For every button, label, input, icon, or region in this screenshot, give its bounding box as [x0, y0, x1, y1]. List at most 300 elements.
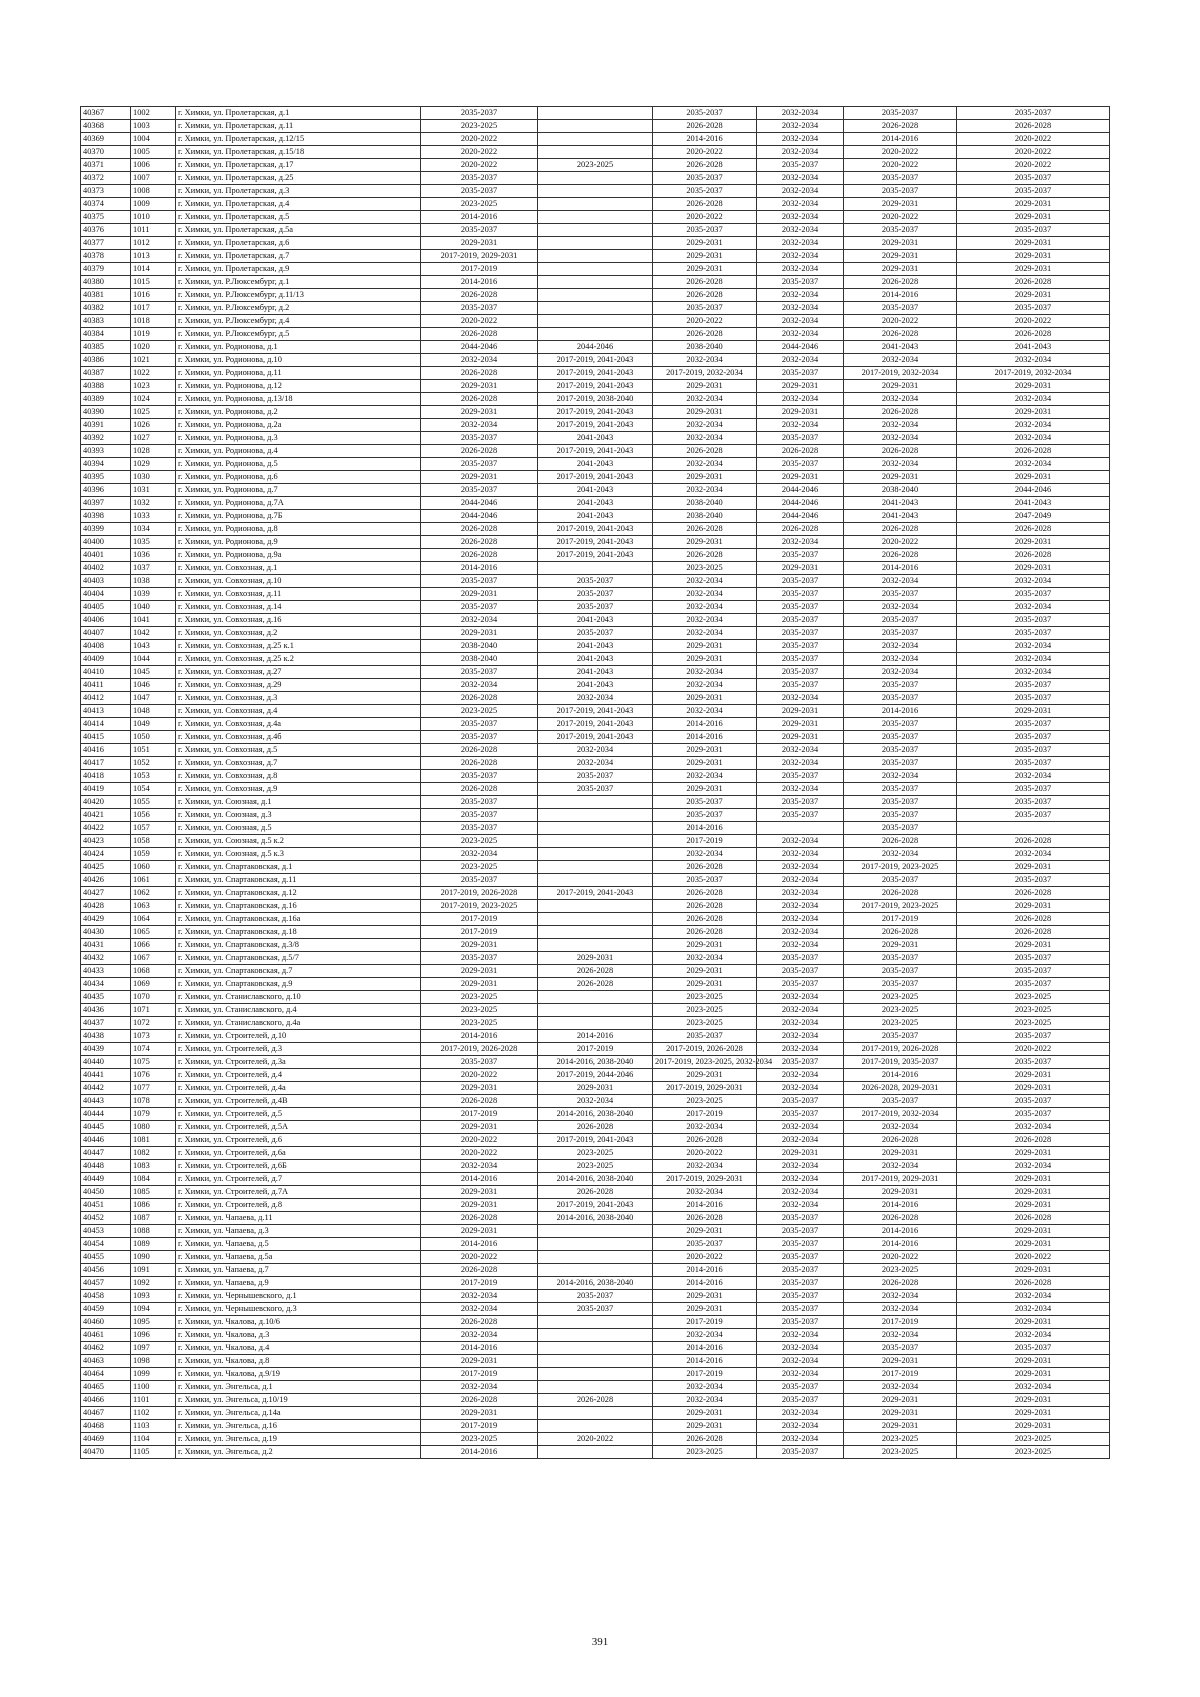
- period-4-cell: 2032-2034: [757, 887, 844, 900]
- period-6-cell: 2035-2037: [957, 796, 1110, 809]
- row-number-cell: 40396: [81, 484, 131, 497]
- period-6-cell: 2035-2037: [957, 1030, 1110, 1043]
- period-5-cell: 2035-2037: [844, 614, 957, 627]
- period-6-cell: 2029-2031: [957, 1069, 1110, 1082]
- period-3-cell: 2032-2034: [653, 458, 757, 471]
- object-code-cell: 1005: [131, 146, 176, 159]
- period-2-cell: [538, 1407, 653, 1420]
- period-6-cell: 2020-2022: [957, 133, 1110, 146]
- table-row: [81, 1004, 1110, 1017]
- row-number-cell: 40431: [81, 939, 131, 952]
- period-6-cell: 2026-2028: [957, 120, 1110, 133]
- period-1-cell: 2032-2034: [421, 419, 538, 432]
- period-3-cell: 2035-2037: [653, 1238, 757, 1251]
- period-5-cell: 2026-2028: [844, 445, 957, 458]
- period-4-cell: 2035-2037: [757, 1056, 844, 1069]
- period-6-cell: 2023-2025: [957, 1446, 1110, 1459]
- period-6-cell: 2035-2037: [957, 692, 1110, 705]
- table-row: [81, 1043, 1110, 1056]
- object-code-cell: 1034: [131, 523, 176, 536]
- period-4-cell: 2032-2034: [757, 419, 844, 432]
- period-5-cell: 2038-2040: [844, 484, 957, 497]
- table-row: [81, 835, 1110, 848]
- object-code-cell: 1044: [131, 653, 176, 666]
- period-3-cell: 2032-2034: [653, 627, 757, 640]
- row-number-cell: 40376: [81, 224, 131, 237]
- period-1-cell: 2017-2019, 2026-2028: [421, 1043, 538, 1056]
- period-6-cell: 2026-2028: [957, 1212, 1110, 1225]
- object-code-cell: 1088: [131, 1225, 176, 1238]
- address-cell: г. Химки, ул. Совхозная, д.16: [176, 614, 421, 627]
- period-4-cell: 2035-2037: [757, 809, 844, 822]
- period-6-cell: 2035-2037: [957, 1108, 1110, 1121]
- period-3-cell: 2026-2028: [653, 159, 757, 172]
- period-5-cell: 2014-2016: [844, 1069, 957, 1082]
- address-cell: г. Химки, ул. Р.Люксембург, д.2: [176, 302, 421, 315]
- table-row: [81, 1342, 1110, 1355]
- period-3-cell: 2026-2028: [653, 1134, 757, 1147]
- period-1-cell: 2029-2031: [421, 939, 538, 952]
- period-2-cell: 2026-2028: [538, 1121, 653, 1134]
- period-4-cell: 2032-2034: [757, 1069, 844, 1082]
- period-6-cell: 2032-2034: [957, 1303, 1110, 1316]
- address-cell: г. Химки, ул. Совхозная, д.4б: [176, 731, 421, 744]
- period-2-cell: [538, 1238, 653, 1251]
- object-code-cell: 1087: [131, 1212, 176, 1225]
- period-5-cell: 2014-2016: [844, 133, 957, 146]
- row-number-cell: 40374: [81, 198, 131, 211]
- period-4-cell: 2032-2034: [757, 783, 844, 796]
- period-4-cell: 2032-2034: [757, 1199, 844, 1212]
- period-3-cell: 2026-2028: [653, 861, 757, 874]
- period-5-cell: 2035-2037: [844, 692, 957, 705]
- period-2-cell: [538, 315, 653, 328]
- period-4-cell: 2032-2034: [757, 1082, 844, 1095]
- period-4-cell: 2035-2037: [757, 367, 844, 380]
- period-4-cell: 2035-2037: [757, 458, 844, 471]
- period-3-cell: 2020-2022: [653, 146, 757, 159]
- period-5-cell: 2035-2037: [844, 107, 957, 120]
- page-number: 391: [591, 1636, 609, 1648]
- period-1-cell: 2017-2019: [421, 263, 538, 276]
- period-4-cell: 2044-2046: [757, 510, 844, 523]
- period-5-cell: 2035-2037: [844, 718, 957, 731]
- object-code-cell: 1085: [131, 1186, 176, 1199]
- period-5-cell: 2035-2037: [844, 874, 957, 887]
- period-4-cell: 2035-2037: [757, 796, 844, 809]
- period-2-cell: 2017-2019, 2041-2043: [538, 523, 653, 536]
- period-1-cell: 2029-2031: [421, 588, 538, 601]
- period-1-cell: 2014-2016: [421, 211, 538, 224]
- address-cell: г. Химки, ул. Пролетарская, д.6: [176, 237, 421, 250]
- object-code-cell: 1072: [131, 1017, 176, 1030]
- period-3-cell: 2017-2019, 2026-2028: [653, 1043, 757, 1056]
- table-row: [81, 263, 1110, 276]
- period-3-cell: 2023-2025: [653, 562, 757, 575]
- period-2-cell: 2014-2016: [538, 1030, 653, 1043]
- period-4-cell: 2032-2034: [757, 120, 844, 133]
- period-5-cell: 2029-2031: [844, 939, 957, 952]
- period-2-cell: 2041-2043: [538, 497, 653, 510]
- table-row: [81, 406, 1110, 419]
- period-2-cell: 2017-2019, 2041-2043: [538, 471, 653, 484]
- row-number-cell: 40400: [81, 536, 131, 549]
- object-code-cell: 1051: [131, 744, 176, 757]
- row-number-cell: 40423: [81, 835, 131, 848]
- object-code-cell: 1069: [131, 978, 176, 991]
- object-code-cell: 1030: [131, 471, 176, 484]
- period-6-cell: 2029-2031: [957, 237, 1110, 250]
- address-cell: г. Химки, ул. Чапаева, д.3: [176, 1225, 421, 1238]
- period-2-cell: 2029-2031: [538, 1082, 653, 1095]
- object-code-cell: 1009: [131, 198, 176, 211]
- period-1-cell: 2026-2028: [421, 692, 538, 705]
- row-number-cell: 40446: [81, 1134, 131, 1147]
- period-2-cell: [538, 289, 653, 302]
- period-2-cell: 2041-2043: [538, 458, 653, 471]
- period-1-cell: 2020-2022: [421, 315, 538, 328]
- period-2-cell: [538, 874, 653, 887]
- period-2-cell: 2014-2016, 2038-2040: [538, 1108, 653, 1121]
- period-1-cell: 2029-2031: [421, 1407, 538, 1420]
- object-code-cell: 1100: [131, 1381, 176, 1394]
- object-code-cell: 1015: [131, 276, 176, 289]
- register-table: [80, 106, 1110, 1459]
- period-4-cell: 2032-2034: [757, 224, 844, 237]
- object-code-cell: 1082: [131, 1147, 176, 1160]
- period-2-cell: 2035-2037: [538, 1290, 653, 1303]
- address-cell: г. Химки, ул. Р.Люксембург, д.1: [176, 276, 421, 289]
- object-code-cell: 1075: [131, 1056, 176, 1069]
- period-1-cell: 2020-2022: [421, 146, 538, 159]
- row-number-cell: 40447: [81, 1147, 131, 1160]
- period-2-cell: 2032-2034: [538, 744, 653, 757]
- period-3-cell: 2026-2028: [653, 926, 757, 939]
- period-5-cell: 2035-2037: [844, 809, 957, 822]
- period-6-cell: 2029-2031: [957, 211, 1110, 224]
- address-cell: г. Химки, ул. Строителей, д.7: [176, 1173, 421, 1186]
- period-4-cell: 2032-2034: [757, 744, 844, 757]
- table-row: [81, 588, 1110, 601]
- period-5-cell: 2032-2034: [844, 1121, 957, 1134]
- period-6-cell: 2029-2031: [957, 1368, 1110, 1381]
- period-2-cell: 2041-2043: [538, 432, 653, 445]
- period-6-cell: 2029-2031: [957, 562, 1110, 575]
- table-row: [81, 1030, 1110, 1043]
- period-6-cell: 2035-2037: [957, 224, 1110, 237]
- row-number-cell: 40427: [81, 887, 131, 900]
- object-code-cell: 1071: [131, 1004, 176, 1017]
- period-6-cell: 2032-2034: [957, 666, 1110, 679]
- period-1-cell: 2029-2031: [421, 1199, 538, 1212]
- period-1-cell: 2032-2034: [421, 1303, 538, 1316]
- period-1-cell: 2032-2034: [421, 679, 538, 692]
- table-row: [81, 575, 1110, 588]
- period-1-cell: 2029-2031: [421, 237, 538, 250]
- period-3-cell: 2029-2031: [653, 1290, 757, 1303]
- table-row: [81, 380, 1110, 393]
- period-5-cell: 2032-2034: [844, 640, 957, 653]
- period-2-cell: 2035-2037: [538, 627, 653, 640]
- address-cell: г. Химки, ул. Строителей, д.6: [176, 1134, 421, 1147]
- row-number-cell: 40392: [81, 432, 131, 445]
- table-row: [81, 471, 1110, 484]
- period-1-cell: 2026-2028: [421, 445, 538, 458]
- row-number-cell: 40399: [81, 523, 131, 536]
- period-4-cell: 2032-2034: [757, 1043, 844, 1056]
- period-4-cell: 2032-2034: [757, 289, 844, 302]
- period-4-cell: 2029-2031: [757, 705, 844, 718]
- period-4-cell: 2032-2034: [757, 237, 844, 250]
- period-2-cell: 2017-2019, 2041-2043: [538, 536, 653, 549]
- period-4-cell: 2035-2037: [757, 575, 844, 588]
- table-row: [81, 991, 1110, 1004]
- address-cell: г. Химки, ул. Станиславского, д.4а: [176, 1017, 421, 1030]
- period-4-cell: 2035-2037: [757, 549, 844, 562]
- period-3-cell: 2038-2040: [653, 497, 757, 510]
- address-cell: г. Химки, ул. Совхозная, д.5: [176, 744, 421, 757]
- table-row: [81, 1446, 1110, 1459]
- address-cell: г. Химки, ул. Строителей, д.10: [176, 1030, 421, 1043]
- table-row: [81, 419, 1110, 432]
- table-row: [81, 1212, 1110, 1225]
- period-6-cell: 2035-2037: [957, 172, 1110, 185]
- period-1-cell: 2026-2028: [421, 289, 538, 302]
- period-3-cell: 2023-2025: [653, 1017, 757, 1030]
- object-code-cell: 1008: [131, 185, 176, 198]
- object-code-cell: 1056: [131, 809, 176, 822]
- table-row: [81, 679, 1110, 692]
- period-3-cell: 2029-2031: [653, 250, 757, 263]
- period-1-cell: 2017-2019: [421, 1368, 538, 1381]
- period-3-cell: 2035-2037: [653, 107, 757, 120]
- row-number-cell: 40385: [81, 341, 131, 354]
- period-5-cell: 2020-2022: [844, 146, 957, 159]
- table-row: [81, 952, 1110, 965]
- period-5-cell: 2026-2028: [844, 523, 957, 536]
- object-code-cell: 1012: [131, 237, 176, 250]
- period-1-cell: 2032-2034: [421, 848, 538, 861]
- period-1-cell: 2023-2025: [421, 1433, 538, 1446]
- object-code-cell: 1022: [131, 367, 176, 380]
- row-number-cell: 40378: [81, 250, 131, 263]
- period-1-cell: 2035-2037: [421, 601, 538, 614]
- row-number-cell: 40430: [81, 926, 131, 939]
- period-6-cell: 2029-2031: [957, 471, 1110, 484]
- period-3-cell: 2026-2028: [653, 328, 757, 341]
- period-2-cell: [538, 822, 653, 835]
- period-4-cell: 2035-2037: [757, 666, 844, 679]
- object-code-cell: 1050: [131, 731, 176, 744]
- object-code-cell: 1078: [131, 1095, 176, 1108]
- period-3-cell: 2032-2034: [653, 770, 757, 783]
- period-4-cell: 2035-2037: [757, 1277, 844, 1290]
- period-1-cell: 2026-2028: [421, 536, 538, 549]
- table-row: [81, 523, 1110, 536]
- period-2-cell: 2014-2016, 2038-2040: [538, 1277, 653, 1290]
- address-cell: г. Химки, ул. Союзная, д.5 к.2: [176, 835, 421, 848]
- row-number-cell: 40466: [81, 1394, 131, 1407]
- period-3-cell: 2026-2028: [653, 198, 757, 211]
- period-3-cell: 2032-2034: [653, 601, 757, 614]
- row-number-cell: 40443: [81, 1095, 131, 1108]
- period-6-cell: 2035-2037: [957, 302, 1110, 315]
- period-3-cell: 2029-2031: [653, 237, 757, 250]
- period-2-cell: 2017-2019, 2041-2043: [538, 731, 653, 744]
- address-cell: г. Химки, ул. Родионова, д.4: [176, 445, 421, 458]
- period-1-cell: 2023-2025: [421, 1004, 538, 1017]
- period-2-cell: [538, 146, 653, 159]
- period-2-cell: [538, 224, 653, 237]
- address-cell: г. Химки, ул. Родионова, д.8: [176, 523, 421, 536]
- period-2-cell: 2041-2043: [538, 640, 653, 653]
- object-code-cell: 1094: [131, 1303, 176, 1316]
- period-4-cell: 2035-2037: [757, 1238, 844, 1251]
- table-row: [81, 367, 1110, 380]
- period-4-cell: 2032-2034: [757, 1017, 844, 1030]
- period-4-cell: 2032-2034: [757, 328, 844, 341]
- period-4-cell: 2032-2034: [757, 172, 844, 185]
- period-1-cell: 2026-2028: [421, 1212, 538, 1225]
- row-number-cell: 40373: [81, 185, 131, 198]
- period-3-cell: 2014-2016: [653, 1355, 757, 1368]
- period-4-cell: 2026-2028: [757, 445, 844, 458]
- period-5-cell: 2023-2025: [844, 1446, 957, 1459]
- address-cell: г. Химки, ул. Станиславского, д.10: [176, 991, 421, 1004]
- object-code-cell: 1003: [131, 120, 176, 133]
- table-row: [81, 1069, 1110, 1082]
- row-number-cell: 40421: [81, 809, 131, 822]
- period-3-cell: 2032-2034: [653, 419, 757, 432]
- period-5-cell: 2014-2016: [844, 562, 957, 575]
- period-4-cell: 2029-2031: [757, 718, 844, 731]
- table-row: [81, 133, 1110, 146]
- period-6-cell: 2032-2034: [957, 640, 1110, 653]
- table-row: [81, 445, 1110, 458]
- period-4-cell: 2029-2031: [757, 562, 844, 575]
- period-1-cell: 2023-2025: [421, 705, 538, 718]
- period-6-cell: 2032-2034: [957, 419, 1110, 432]
- period-1-cell: 2023-2025: [421, 861, 538, 874]
- table-row: [81, 601, 1110, 614]
- object-code-cell: 1081: [131, 1134, 176, 1147]
- period-4-cell: 2035-2037: [757, 601, 844, 614]
- period-3-cell: 2020-2022: [653, 1147, 757, 1160]
- period-3-cell: 2017-2019: [653, 1368, 757, 1381]
- period-3-cell: 2023-2025: [653, 991, 757, 1004]
- period-2-cell: 2026-2028: [538, 1186, 653, 1199]
- table-row: [81, 1225, 1110, 1238]
- period-4-cell: 2035-2037: [757, 1381, 844, 1394]
- period-2-cell: 2023-2025: [538, 159, 653, 172]
- address-cell: г. Химки, ул. Энгельса, д.1: [176, 1381, 421, 1394]
- period-3-cell: 2014-2016: [653, 731, 757, 744]
- period-3-cell: 2023-2025: [653, 1446, 757, 1459]
- table-row: [81, 172, 1110, 185]
- period-4-cell: 2026-2028: [757, 523, 844, 536]
- period-5-cell: 2029-2031: [844, 1394, 957, 1407]
- period-5-cell: 2026-2028: [844, 1212, 957, 1225]
- period-2-cell: 2017-2019, 2041-2043: [538, 367, 653, 380]
- row-number-cell: 40381: [81, 289, 131, 302]
- row-number-cell: 40442: [81, 1082, 131, 1095]
- period-6-cell: 2026-2028: [957, 445, 1110, 458]
- period-2-cell: [538, 1264, 653, 1277]
- table-row: [81, 887, 1110, 900]
- address-cell: г. Химки, ул. Пролетарская, д.5а: [176, 224, 421, 237]
- address-cell: г. Химки, ул. Родионова, д.10: [176, 354, 421, 367]
- address-cell: г. Химки, ул. Строителей, д.3: [176, 1043, 421, 1056]
- table-row: [81, 354, 1110, 367]
- period-5-cell: 2032-2034: [844, 419, 957, 432]
- object-code-cell: 1035: [131, 536, 176, 549]
- address-cell: г. Химки, ул. Родионова, д.6: [176, 471, 421, 484]
- table-row: [81, 965, 1110, 978]
- period-5-cell: 2017-2019, 2029-2031: [844, 1173, 957, 1186]
- period-4-cell: 2029-2031: [757, 406, 844, 419]
- period-6-cell: 2035-2037: [957, 965, 1110, 978]
- row-number-cell: 40387: [81, 367, 131, 380]
- period-6-cell: 2035-2037: [957, 718, 1110, 731]
- period-3-cell: 2026-2028: [653, 549, 757, 562]
- period-3-cell: 2032-2034: [653, 588, 757, 601]
- period-4-cell: 2035-2037: [757, 978, 844, 991]
- row-number-cell: 40398: [81, 510, 131, 523]
- period-4-cell: 2035-2037: [757, 640, 844, 653]
- period-2-cell: [538, 133, 653, 146]
- period-6-cell: 2020-2022: [957, 159, 1110, 172]
- address-cell: г. Химки, ул. Р.Люксембург, д.5: [176, 328, 421, 341]
- period-1-cell: 2029-2031: [421, 380, 538, 393]
- period-2-cell: 2017-2019, 2041-2043: [538, 1134, 653, 1147]
- object-code-cell: 1014: [131, 263, 176, 276]
- row-number-cell: 40439: [81, 1043, 131, 1056]
- row-number-cell: 40453: [81, 1225, 131, 1238]
- period-6-cell: 2032-2034: [957, 1329, 1110, 1342]
- address-cell: г. Химки, ул. Совхозная, д.7: [176, 757, 421, 770]
- period-6-cell: 2017-2019, 2032-2034: [957, 367, 1110, 380]
- period-4-cell: 2032-2034: [757, 757, 844, 770]
- table-row: [81, 926, 1110, 939]
- period-2-cell: 2035-2037: [538, 575, 653, 588]
- period-4-cell: 2032-2034: [757, 133, 844, 146]
- address-cell: г. Химки, ул. Энгельса, д.2: [176, 1446, 421, 1459]
- row-number-cell: 40432: [81, 952, 131, 965]
- period-3-cell: 2038-2040: [653, 341, 757, 354]
- period-5-cell: 2032-2034: [844, 770, 957, 783]
- period-1-cell: 2038-2040: [421, 640, 538, 653]
- address-cell: г. Химки, ул. Чапаева, д.5: [176, 1238, 421, 1251]
- period-5-cell: 2020-2022: [844, 536, 957, 549]
- period-6-cell: 2035-2037: [957, 731, 1110, 744]
- period-4-cell: 2032-2034: [757, 1186, 844, 1199]
- table-row: [81, 159, 1110, 172]
- address-cell: г. Химки, ул. Чапаева, д.7: [176, 1264, 421, 1277]
- table-row: [81, 978, 1110, 991]
- period-3-cell: 2029-2031: [653, 380, 757, 393]
- address-cell: г. Химки, ул. Пролетарская, д.11: [176, 120, 421, 133]
- object-code-cell: 1079: [131, 1108, 176, 1121]
- period-2-cell: [538, 1251, 653, 1264]
- period-2-cell: [538, 1381, 653, 1394]
- period-3-cell: 2026-2028: [653, 900, 757, 913]
- period-4-cell: 2032-2034: [757, 874, 844, 887]
- address-cell: г. Химки, ул. Строителей, д.6Б: [176, 1160, 421, 1173]
- period-6-cell: 2029-2031: [957, 1082, 1110, 1095]
- period-1-cell: 2035-2037: [421, 796, 538, 809]
- table-row: [81, 1433, 1110, 1446]
- period-4-cell: 2035-2037: [757, 1225, 844, 1238]
